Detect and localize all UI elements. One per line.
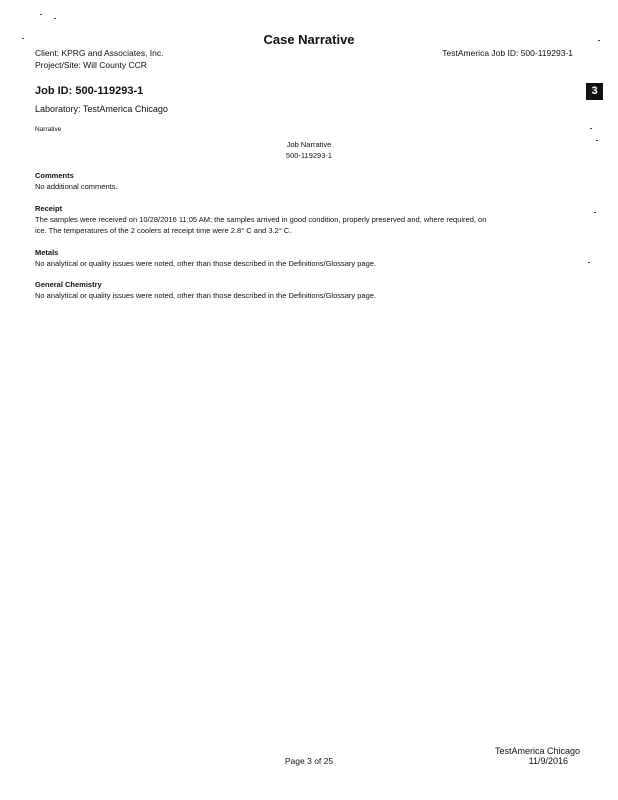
section-line: No analytical or quality issues were noted, other than those described in the Definitions/Glossary page. [35,259,377,268]
client-line: Client: KPRG and Associates, Inc. [35,48,164,58]
section-line: No analytical or quality issues were noted, other than those described in the Definitions/Glossary page. [35,291,377,300]
footer-date: 11/9/2016 [528,756,568,766]
scan-speck [588,262,590,263]
narrative-label: Narrative [35,126,62,133]
scan-speck [590,128,592,129]
section-heading: Receipt [35,204,63,213]
section-comments [35,170,118,192]
scan-speck [40,14,42,15]
scan-speck [594,212,596,213]
narrative-center-block [0,139,618,161]
section-heading: General Chemistry [35,280,102,289]
scan-speck [598,40,600,41]
narrative-job-id: 500-119293-1 [285,151,333,160]
scan-speck [596,140,598,141]
section-metals [35,247,376,269]
section-tab-badge: 3 [586,83,603,100]
section-general-chemistry [35,279,376,301]
page-number: Page 3 of 25 [284,756,334,766]
section-receipt [35,203,486,236]
laboratory-line: Laboratory: TestAmerica Chicago [35,104,168,114]
narrative-title: Job Narrative [286,140,332,149]
section-heading: Comments [35,171,74,180]
footer-lab-name: TestAmerica Chicago [494,746,580,756]
scan-speck [54,18,56,19]
page-title: Case Narrative [263,32,355,47]
section-heading: Metals [35,248,59,257]
section-line: No additional comments. [35,182,118,191]
job-id-heading: Job ID: 500-119293-1 [35,85,144,97]
project-site-line: Project/Site: Will County CCR [35,60,147,70]
section-line: ice. The temperatures of the 2 coolers at receipt time were 2.8° C and 3.2° C. [35,226,292,235]
scan-speck [22,38,24,39]
job-id-header: TestAmerica Job ID: 500-119293-1 [442,48,573,58]
section-line: The samples were received on 10/28/2016 11:05 AM; the samples arrived in good condition, properly preserved and, where required, on [35,215,487,224]
